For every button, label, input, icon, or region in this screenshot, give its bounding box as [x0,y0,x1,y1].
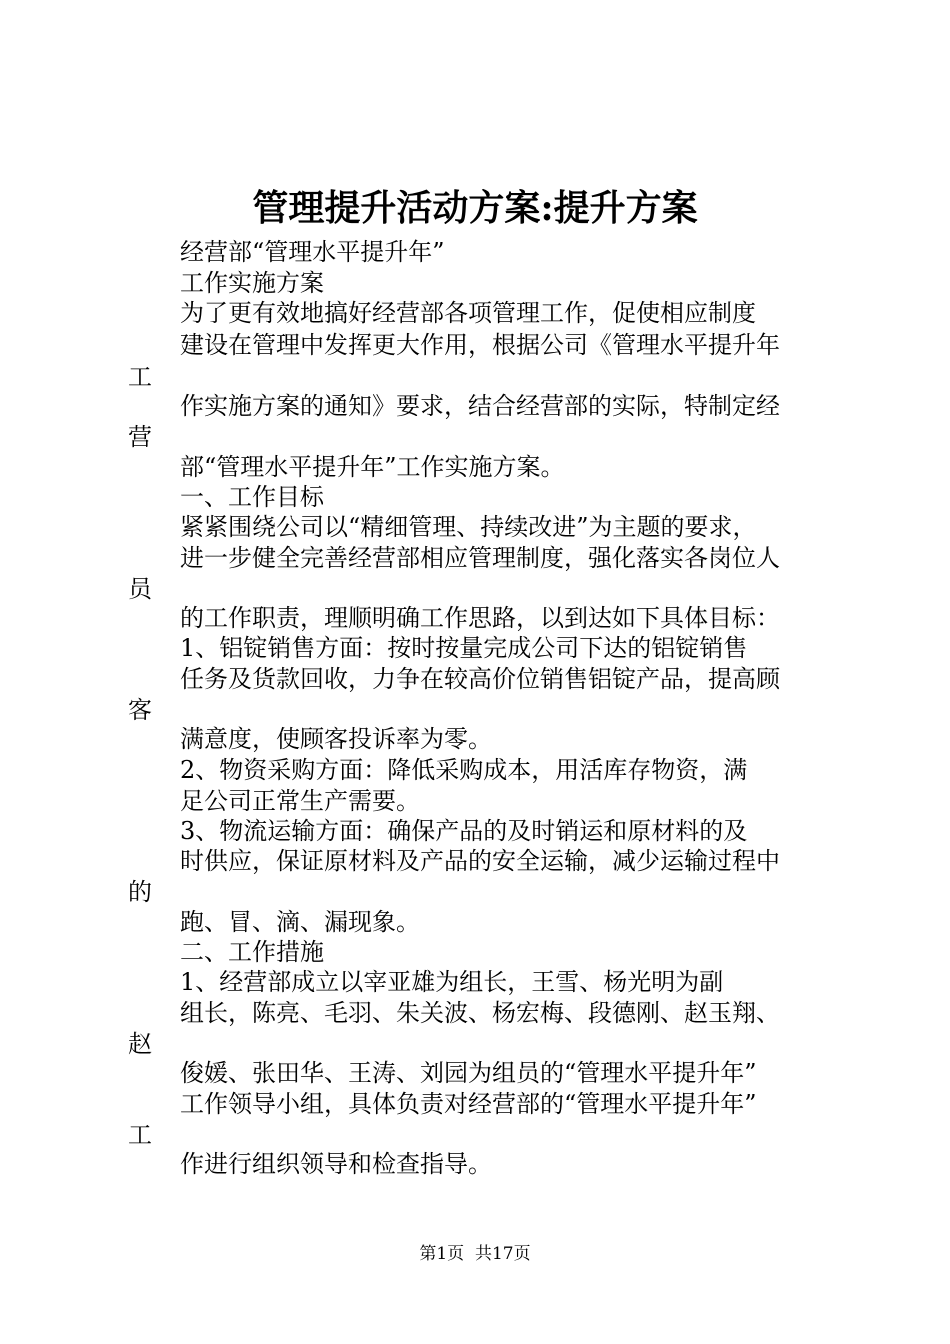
page-title: 管理提升活动方案:提升方案 [252,187,698,229]
text-line: 工 [128,1121,152,1149]
text-line: 工作实施方案 [180,269,324,297]
text-line: 足公司正常生产需要。 [180,787,420,815]
text-line: 进一步健全完善经营部相应管理制度，强化落实各岗位人 [180,544,780,572]
text-line: 工 [128,363,152,391]
text-line: 的 [128,878,152,906]
text-line: 一、工作目标 [180,483,324,511]
text-line: 客 [128,696,152,724]
text-line: 作进行组织领导和检查指导。 [180,1150,492,1178]
text-line: 的工作职责，理顺明确工作思路，以到达如下具体目标： [180,604,780,632]
text-line: 部“管理水平提升年”工作实施方案。 [180,453,565,481]
text-line: 俊媛、张田华、王涛、刘园为组员的“管理水平提升年” [180,1059,757,1087]
text-line: 紧紧围绕公司以“精细管理、持续改进”为主题的要求， [180,513,757,541]
text-line: 跑、冒、滴、漏现象。 [180,908,420,936]
text-line: 时供应，保证原材料及产品的安全运输，减少运输过程中 [180,847,780,875]
text-line: 赵 [128,1030,152,1058]
text-line: 经营部“管理水平提升年” [180,238,445,266]
text-line: 1、铝锭销售方面：按时按量完成公司下达的铝锭销售 [180,634,748,662]
text-line: 3、物流运输方面：确保产品的及时销运和原材料的及 [180,817,748,845]
text-line: 任务及货款回收，力争在较高价位销售铝锭产品，提高顾 [180,665,780,693]
text-line: 作实施方案的通知》要求，结合经营部的实际，特制定经 [180,392,780,420]
text-line: 满意度，使顾客投诉率为零。 [180,725,492,753]
text-line: 员 [128,575,152,603]
text-line: 营 [128,423,152,451]
text-line: 二、工作措施 [180,938,324,966]
page-number-footer: 第1页 共17页 [419,1244,531,1264]
text-line: 为了更有效地搞好经营部各项管理工作，促使相应制度 [180,299,756,327]
text-line: 组长，陈亮、毛羽、朱关波、杨宏梅、段德刚、赵玉翔、 [180,999,780,1027]
text-line: 1、经营部成立以宰亚雄为组长，王雪、杨光明为副 [180,968,724,996]
text-line: 工作领导小组，具体负责对经营部的“管理水平提升年” [180,1090,757,1118]
text-line: 2、物资采购方面：降低采购成本，用活库存物资，满 [180,756,748,784]
text-line: 建设在管理中发挥更大作用，根据公司《管理水平提升年 [180,331,780,359]
